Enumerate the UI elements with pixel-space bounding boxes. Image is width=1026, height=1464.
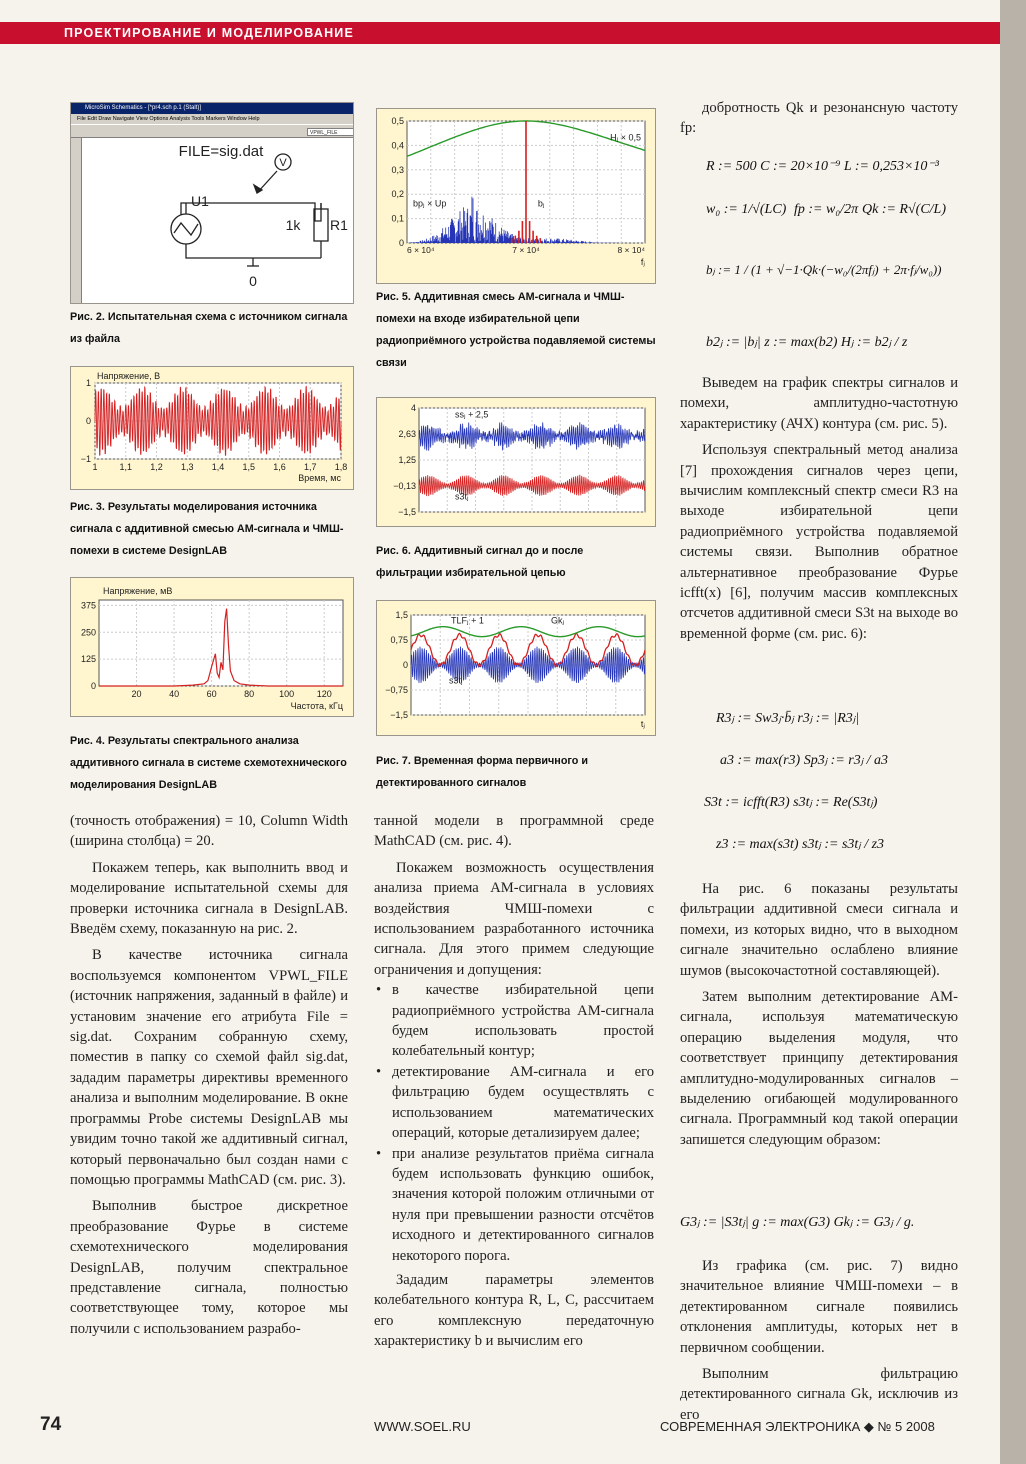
fig6-caption: Рис. 6. Аддитивный сигнал до и после фильтрации избирательной цепью	[376, 545, 584, 579]
part-field: VPWL_FILE	[307, 128, 354, 136]
x-tick-label: 1	[92, 462, 98, 472]
legend-h: Hⱼ × 0,5	[610, 132, 641, 143]
legend-s3t: s3tⱼ	[455, 491, 469, 502]
ground-label: 0	[249, 273, 257, 289]
x-tick-label: 1,3	[180, 462, 194, 472]
paragraph: На рис. 6 показаны результаты фильтрации аддитивной смеси сигнала и помехи, из которых видно, что в выходном сигнале значительно ослаблено влияние шумов (высокочастотной составляющей).	[680, 881, 958, 979]
fig2-caption: Рис. 2. Испытательная схема с источником сигнала из файла	[70, 311, 348, 345]
formula-rlc-params: R := 500 C := 20×10⁻⁹ L := 0,253×10⁻³	[706, 159, 939, 174]
y-tick-label: 0	[85, 416, 91, 426]
text-column-3-bottom	[680, 1256, 958, 1425]
y-axis-label: Напряжение, мВ	[103, 586, 173, 596]
text-column-2	[374, 811, 654, 1352]
formula-z3: z3 := max(s3t) s3tⱼ := s3tⱼ / z3	[716, 837, 885, 852]
paragraph: Зададим параметры элементов колебательного контура R, L, C, рассчитаем его комплексную передаточную характеристику b и вычислим его	[374, 1271, 654, 1350]
fig7-caption: Рис. 7. Временная форма первичного и детектированного сигналов	[376, 755, 589, 789]
y-tick-label: 1,5	[395, 610, 408, 620]
y-tick-label: 2,63	[398, 428, 416, 439]
x-tick-label: 120	[316, 689, 332, 699]
y-tick-label: 0	[90, 681, 96, 691]
file-label: FILE=sig.dat	[178, 143, 264, 160]
y-tick-label: 125	[80, 654, 96, 665]
fig3-caption: Рис. 3. Результаты моделирования источника сигнала с аддитивной смесью АМ-сигнала и ЧМШ-помехи в системе DesignLAB	[70, 501, 344, 557]
site-url: WWW.SOEL.RU	[374, 1419, 471, 1434]
fig4-chart	[70, 577, 354, 717]
legend-b: bⱼ	[537, 198, 545, 209]
list-item: • детектирование АМ-сигнала и его фильтрацию будем осуществлять с использованием математических операций, которые детализируем далее;	[374, 1062, 654, 1144]
fig7-chart	[376, 600, 656, 736]
x-axis-label: Частота, кГц	[290, 701, 343, 711]
formula-s3t: S3t := icfft(R3) s3tⱼ := Re(S3tⱼ)	[704, 795, 878, 810]
list-item: • в качестве избирательной цепи радиоприёмного устройства АМ-сигнала будем использовать простой колебательный контур;	[374, 980, 654, 1062]
x-tick-label: 80	[244, 689, 255, 699]
formula-a3: a3 := max(r3) Sp3ⱼ := r3ⱼ / a3	[720, 753, 889, 768]
y-tick-label: 250	[80, 627, 96, 638]
legend-bp: bpⱼ × Up	[413, 198, 447, 209]
page-number: 74	[40, 1414, 62, 1435]
list-item: • при анализе результатов приёма сигнала будем использовать функцию ошибок, значения которой положим отличными от нуля при превышении разности отсчётов исходного и детектированного сигналов некоторого порога.	[374, 1144, 654, 1266]
legend-gk: Gkⱼ	[551, 615, 565, 626]
paragraph: Из графика (см. рис. 7) видно значительное влияние ЧМШ-помехи – в детектированном сигнале появились отклонения амплитуды, которых нет в первичном сообщении.	[680, 1258, 958, 1356]
x-tick-label: 40	[169, 689, 180, 699]
y-tick-label: 0,2	[391, 189, 404, 200]
resistor-name: R1	[330, 217, 348, 233]
x-axis-label: Время, мс	[298, 473, 341, 483]
window-title: MicroSim Schematics - [*pr4.sch p.1 (Stalt)]	[71, 103, 353, 114]
section-header: ПРОЕКТИРОВАНИЕ И МОДЕЛИРОВАНИЕ	[0, 22, 1000, 44]
fig5-caption: Рис. 5. Аддитивная смесь АМ-сигнала и ЧМШ-помехи на входе избирательной цепи радиоприёмного устройства подавляемой системы связи	[376, 291, 656, 369]
y-tick-label: −0,13	[393, 481, 416, 492]
x-tick-label: 60	[206, 689, 217, 699]
x-tick-label: 1,7	[303, 462, 317, 472]
schematic-drawing	[71, 103, 353, 303]
y-tick-label: −1,5	[398, 507, 416, 517]
y-tick-label: 0,1	[391, 213, 404, 224]
y-tick-label: 1,25	[398, 455, 416, 465]
paragraph: Затем выполним детектирование АМ-сигнала, используя математическую операцию выделения модуля, что соответствует принципу детектирования амплитудно-модулированных сигналов – выделению огибающей модулированного сигнала. Программный код такой операции запишется следующим образом:	[680, 989, 958, 1148]
fig6-chart	[376, 397, 656, 527]
paragraph: Выполним фильтрацию детектированного сигнала Gk, исключив из его	[680, 1366, 958, 1423]
x-axis-var: tⱼ	[640, 719, 645, 729]
window-menu: File Edit Draw Navigate View Options Analysis Tools Markers Window Help	[71, 114, 353, 124]
y-tick-label: −0,75	[385, 685, 408, 695]
y-tick-label: 0	[402, 660, 408, 670]
x-tick-label: 1,5	[242, 462, 256, 472]
paragraph: (точность отображения) = 10, Column Width (ширина столбца) = 20.	[70, 813, 348, 850]
paragraph: Покажем возможность осуществления анализа приема АМ-сигнала в условиях воздействия ЧМШ-помехи с использованием разработанного источника сигнала. Для этого примем следующие ограничения и допущения:	[374, 859, 654, 978]
formula-fp: fp := w₀/2π	[794, 202, 859, 217]
y-tick-label: 0	[398, 238, 404, 248]
paragraph: Используя спектральный метод анализа [7] прохождения сигналов через цепи, вычислим комплексный спектр смеси R3 на выходе избирательной цепи радиоприёмного устройства подавляемой системы связи. Выполнив обратное альтернативное преобразование Фурье icfft(x) [6], получим массив комплексных отсчетов аддитивной смеси S3t на выходе во временной форме (см. рис. 6):	[680, 442, 958, 642]
page-edge-shadow	[1000, 0, 1026, 1464]
formula-gk: G3ⱼ := |S3tⱼ| g := max(G3) Gkⱼ := G3ⱼ / g.	[680, 1215, 915, 1230]
fig3-chart	[70, 366, 354, 490]
x-tick-label: 1,8	[334, 462, 348, 472]
y-tick-label: −1,5	[390, 710, 408, 720]
y-tick-label: 0,4	[391, 140, 404, 151]
x-tick-label: 1,4	[211, 462, 225, 472]
text-column-3-mid	[680, 373, 958, 644]
y-tick-label: 0,75	[390, 635, 408, 645]
legend-ss: ssⱼ + 2,5	[455, 409, 489, 420]
y-tick-label: −1	[80, 454, 91, 464]
plot-area	[99, 600, 343, 686]
formula-qk: Qk := R√(C/L)	[862, 202, 947, 217]
y-tick-label: 4	[410, 403, 416, 413]
paragraph: Покажем теперь, как выполнить ввод и моделирование испытательной схемы для проверки источника сигнала в DesignLAB. Введём схему, показанную на рис. 2.	[70, 859, 348, 938]
formula-r3: R3ⱼ := Sw3ⱼ·b̄ⱼ r3ⱼ := |R3ⱼ|	[716, 711, 860, 726]
magazine-name: СОВРЕМЕННАЯ ЭЛЕКТРОНИКА ◆ № 5 2008	[660, 1419, 935, 1434]
fig7-svg	[377, 601, 655, 735]
x-tick-label: 7 × 10⁴	[512, 245, 540, 255]
fig3-svg	[71, 367, 353, 489]
formula-normalization: b2ⱼ := |bⱼ| z := max(b2) Hⱼ := b2ⱼ / z	[706, 335, 908, 350]
x-tick-label: 20	[131, 689, 142, 699]
x-tick-label: 8 × 10⁴	[617, 245, 645, 255]
x-tick-label: 100	[279, 689, 295, 699]
x-tick-label: 6 × 10⁴	[407, 245, 435, 255]
assumption-list	[374, 980, 654, 1266]
x-tick-label: 1,6	[273, 462, 286, 472]
y-axis-label: Напряжение, В	[97, 371, 161, 381]
x-tick-label: 1,2	[150, 462, 163, 472]
formula-transfer: bⱼ := 1 / (1 + √−1·Qk·(−w₀/(2πfⱼ) + 2π·fⱼ/w₀))	[706, 262, 942, 277]
fig4-caption: Рис. 4. Результаты спектрального анализа аддитивного сигнала в системе схемотехнического моделирования DesignLAB	[70, 735, 347, 791]
text-column-3-lower	[680, 879, 958, 1150]
paragraph: Выполнив быстрое дискретное преобразование Фурье в системе схемотехнического моделирования DesignLAB, получим спектральное представление сигнала, полностью соответствующее тому, которое мы получили с использованием разрабо-	[70, 1198, 348, 1337]
paragraph: танной модели в программной среде MathCAD (см. рис. 4).	[374, 813, 654, 850]
resistor-value: 1k	[285, 217, 301, 233]
y-tick-label: 1	[85, 378, 91, 388]
legend-tlf: TLFⱼ + 1	[451, 615, 484, 626]
source-label: U1	[191, 193, 209, 209]
y-tick-label: 0,5	[391, 116, 404, 126]
formula-w0: w₀ := 1/√(LC)	[706, 202, 787, 217]
text-column-3-top	[680, 98, 958, 139]
paragraph: добротность Qk и резонансную частоту fp:	[680, 100, 958, 137]
fig2-schematic-window	[70, 102, 354, 304]
probe-label: V	[279, 157, 287, 169]
y-tick-label: 375	[80, 600, 96, 611]
x-axis-var: fⱼ	[640, 257, 645, 267]
fig6-svg	[377, 398, 655, 526]
text-column-1	[70, 811, 348, 1339]
y-tick-label: 0,3	[391, 164, 404, 175]
fig5-svg	[377, 109, 655, 283]
x-tick-label: 1,1	[119, 462, 133, 472]
paragraph: Выведем на график спектры сигналов и помехи, амплитудно-частотную характеристику (АЧХ) контура (см. рис. 5).	[680, 375, 958, 432]
paragraph: В качестве источника сигнала воспользуемся компонентом VPWL_FILE (источник напряжения, заданный в файле) и установим значение его атрибута File = sig.dat. Сохраним собранную схему, поместив в папку со схемой файл sig.dat, зададим параметры директивы временного анализа и выполним моделирование. В окне программы Probe системы DesignLAB мы увидим точно такой же аддитивный сигнал, который первоначально был создан нами с помощью программы MathCAD (см. рис. 3).	[70, 947, 348, 1188]
fig4-svg	[71, 578, 353, 716]
fig5-chart	[376, 108, 656, 284]
legend-s3t: s3tⱼ	[449, 675, 463, 686]
